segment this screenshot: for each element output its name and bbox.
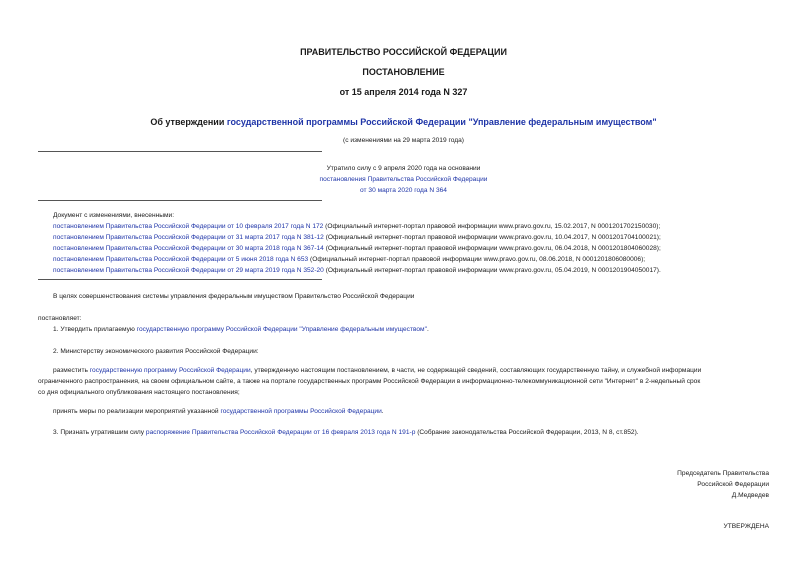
paragraph-text: , утвержденную настоящим постановлением, в части, не содержащей сведений, составляющих государственную тайну, и служебной информации: [250, 367, 702, 374]
changes-intro: Документ с изменениями, внесенными:: [53, 212, 175, 219]
preamble: В целях совершенствования системы управления федеральным имуществом Правительство Российской Федерации: [53, 293, 415, 300]
amendment-source: (Официальный интернет-портал правовой информации www.pravo.gov.ru, 05.04.2019, N 0001201904050017).: [323, 267, 661, 274]
government-heading: ПРАВИТЕЛЬСТВО РОССИЙСКОЙ ФЕДЕРАЦИИ: [300, 47, 507, 57]
paragraph-text: 3. Признать утратившим силу: [53, 429, 146, 436]
title-prefix: Об утверждении: [150, 117, 227, 127]
program-link[interactable]: государственной программы Российской Федерации: [220, 408, 382, 415]
list-item: [53, 265, 661, 276]
decides: постановляет:: [38, 315, 82, 322]
program-link[interactable]: государственную программу Российской Федерации: [89, 367, 251, 374]
document-title: [0, 117, 807, 127]
list-item: [53, 243, 661, 254]
amendment-link[interactable]: постановлением Правительства Российской Федерации от 10 февраля 2017 года N 172: [53, 223, 324, 230]
amendment-source: (Официальный интернет-портал правовой информации www.pravo.gov.ru, 08.06.2018, N 0001201806080006);: [308, 256, 646, 263]
repeal-decree-date-link[interactable]: от 30 марта 2020 года N 364: [360, 187, 447, 194]
signature-block: [677, 468, 769, 501]
paragraph-2b: [53, 406, 384, 417]
repeal-status: Утратило силу с 9 апреля 2020 года на основании: [326, 165, 481, 172]
paragraph-1: [53, 324, 429, 335]
paragraph-text: 1. Утвердить прилагаемую: [53, 326, 137, 333]
paragraph-3: [53, 427, 639, 438]
repeal-decree-link[interactable]: постановления Правительства Российской Федерации: [319, 176, 488, 183]
amendment-date-note: (с изменениями на 29 марта 2019 года): [343, 137, 464, 144]
document-type: ПОСТАНОВЛЕНИЕ: [362, 67, 445, 77]
list-item: [53, 221, 661, 232]
paragraph-text: принять меры по реализации мероприятий указанной: [53, 408, 221, 415]
changes-list: [53, 221, 661, 276]
paragraph-text: .: [381, 408, 384, 415]
title-program-link[interactable]: государственной программы Российской Федерации "Управление федеральным имуществом": [226, 117, 657, 127]
signature-title: Председатель Правительства: [677, 470, 769, 477]
paragraph-2a: [38, 365, 769, 398]
divider: [38, 151, 322, 152]
amendment-source: (Официальный интернет-портал правовой информации www.pravo.gov.ru, 15.02.2017, N 0001201702150030);: [323, 223, 661, 230]
document-date: от 15 апреля 2014 года N 327: [339, 87, 468, 97]
amendment-source: (Официальный интернет-портал правовой информации www.pravo.gov.ru, 10.04.2017, N 0001201704100021);: [323, 234, 661, 241]
divider: [38, 200, 322, 201]
program-link[interactable]: государственную программу Российской Федерации "Управление федеральным имуществом": [136, 326, 427, 333]
paragraph-2: 2. Министерству экономического развития Российской Федерации:: [53, 348, 259, 355]
amendment-link[interactable]: постановлением Правительства Российской Федерации от 31 марта 2017 года N 381-12: [53, 234, 324, 241]
signature-name: Д.Медведев: [731, 492, 769, 499]
paragraph-text: ограниченного распространения, на своем официальном сайте, а также на портале государственных программ Российской Федерации в информационно-телекоммуникационной сети "Интернет" в 2-недельный срок: [38, 378, 701, 385]
paragraph-text: .: [426, 326, 429, 333]
approved-label: УТВЕРЖДЕНА: [723, 523, 769, 530]
amendment-source: (Официальный интернет-портал правовой информации www.pravo.gov.ru, 06.04.2018, N 0001201804060028);: [323, 245, 661, 252]
paragraph-text: разместить: [53, 367, 90, 374]
divider: [38, 279, 322, 280]
amendment-link[interactable]: постановлением Правительства Российской Федерации от 29 марта 2019 года N 352-20: [53, 267, 324, 274]
list-item: [53, 254, 661, 265]
signature-org: Российской Федерации: [697, 481, 769, 488]
paragraph-text: со дня официального опубликования настоящего постановления;: [38, 389, 240, 396]
paragraph-text: (Собрание законодательства Российской Федерации, 2013, N 8, ст.852).: [415, 429, 639, 436]
list-item: [53, 232, 661, 243]
amendment-link[interactable]: постановлением Правительства Российской Федерации от 30 марта 2018 года N 367-14: [53, 245, 324, 252]
amendment-link[interactable]: постановлением Правительства Российской Федерации от 5 июня 2018 года N 653: [53, 256, 309, 263]
repealed-order-link[interactable]: распоряжение Правительства Российской Федерации от 16 февраля 2013 года N 191-р: [145, 429, 416, 436]
